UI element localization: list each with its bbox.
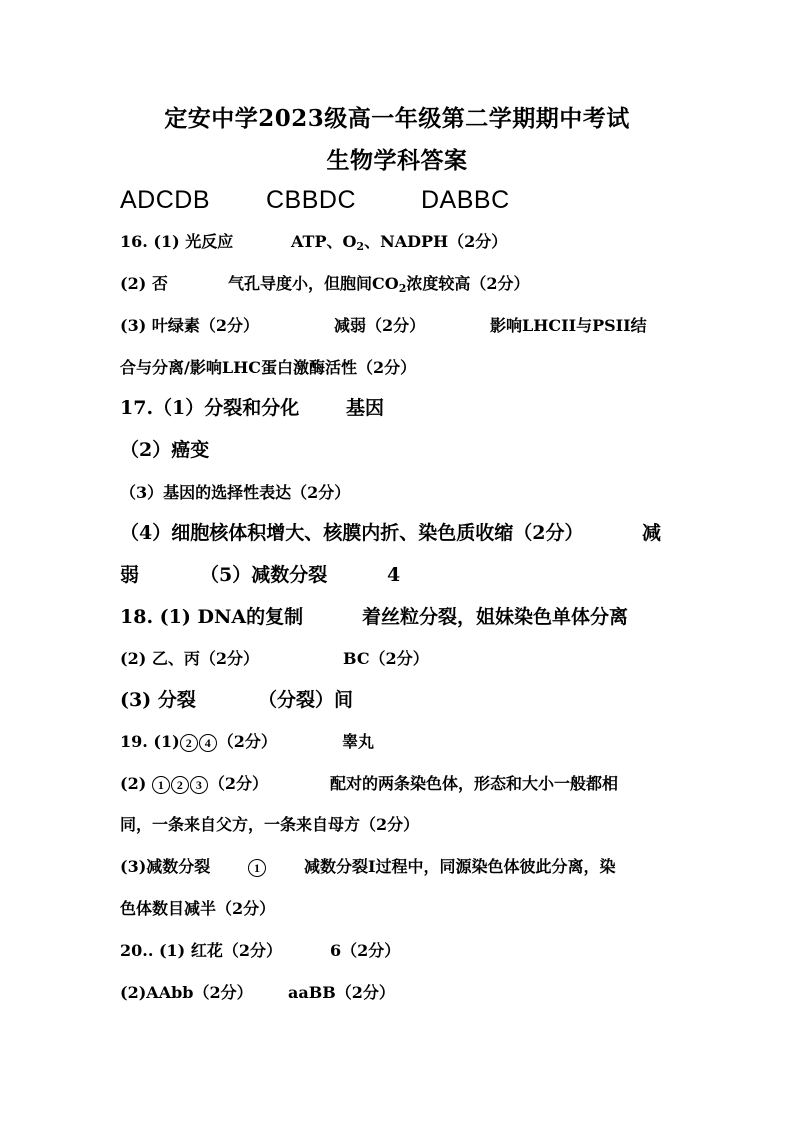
q20-part2-answer: (2)AAbb（2分） xyxy=(120,983,253,1002)
q17-part4-tail: 减 xyxy=(642,522,662,544)
q19-part1-organ: 睾丸 xyxy=(342,732,375,751)
q18-part1-event: 着丝粒分裂，姐妹染色单体分离 xyxy=(362,606,629,628)
mc-answers-11-15: DABBC xyxy=(421,186,510,214)
q17-part5-number: 4 xyxy=(387,564,401,586)
q16-line4: 合与分离/影响LHC蛋白激酶活性（2分） xyxy=(120,358,417,377)
q20-part1-count: 6（2分） xyxy=(330,941,401,960)
circled-number: 1 xyxy=(248,859,266,877)
circled-number: 2 xyxy=(171,776,189,794)
q16-part3-mechanism: 影响LHCII与PSII结 xyxy=(490,316,647,335)
q18-part3-answer: (3) 分裂 xyxy=(120,689,196,711)
q20-part1-answer: 20.. (1) 红花（2分） xyxy=(120,941,282,960)
q19-part2-definition: 配对的两条染色体，形态和大小一般都相 xyxy=(330,774,619,793)
q19-part1-answer xyxy=(120,731,277,753)
q16-part2-answer: (2) 否 xyxy=(120,274,168,293)
q19-part3-answer: (3)减数分裂 xyxy=(120,857,211,876)
mc-answers-1-5: ADCDB xyxy=(120,186,211,214)
q16-part2-reason xyxy=(228,273,529,300)
q20-part2-genotype: aaBB（2分） xyxy=(288,983,395,1002)
q18-part3-phase: （分裂）间 xyxy=(258,689,354,711)
exam-title: 定安中学2023级高一年级第二学期期中考试 xyxy=(164,105,630,132)
q19-part2-answer xyxy=(120,773,268,795)
q19-part1-score: （2分） xyxy=(217,732,277,751)
q19-line5: 色体数目减半（2分） xyxy=(120,899,276,918)
q17-part5-answer: （5）减数分裂 xyxy=(200,564,328,586)
q16-products-text: ATP、O xyxy=(291,232,357,251)
q17-line3: （3）基因的选择性表达（2分） xyxy=(120,483,351,502)
q16-reason-text: 气孔导度小，但胞间CO xyxy=(228,274,399,293)
q16-products-tail: 、NADPH（2分） xyxy=(364,232,508,251)
q17-part1-gene: 基因 xyxy=(346,397,385,419)
q19-part2-score: （2分） xyxy=(208,774,268,793)
q17-part1-answer: 17.（1）分裂和分化 xyxy=(120,397,300,419)
q19-part3-cell xyxy=(248,856,267,878)
circled-number: 1 xyxy=(152,776,170,794)
q18-part2-segment: BC（2分） xyxy=(343,649,429,668)
q19-part2-label: (2) xyxy=(120,774,147,793)
q16-part3-effect: 减弱（2分） xyxy=(334,316,426,335)
subscript: 2 xyxy=(356,240,365,253)
q18-part2-answer: (2) 乙、丙（2分） xyxy=(120,649,259,668)
mc-answers-6-10: CBBDC xyxy=(266,186,357,214)
circled-number: 2 xyxy=(180,734,198,752)
q19-line3: 同，一条来自父方，一条来自母方（2分） xyxy=(120,815,420,834)
q18-part1-answer: 18. (1) DNA的复制 xyxy=(120,606,304,628)
q16-part3-answer: (3) 叶绿素（2分） xyxy=(120,316,259,335)
q16-part1-products xyxy=(291,231,507,258)
q16-reason-tail: 浓度较高（2分） xyxy=(406,274,530,293)
q19-part3-reason: 减数分裂I过程中，同源染色体彼此分离，染 xyxy=(304,857,616,876)
circled-number: 3 xyxy=(190,776,208,794)
circled-number: 4 xyxy=(199,734,217,752)
q17-line2: （2）癌变 xyxy=(120,439,210,461)
q19-part1-label: 19. (1) xyxy=(120,732,180,751)
exam-subtitle: 生物学科答案 xyxy=(326,147,468,174)
subscript: 2 xyxy=(398,282,407,295)
q17-part4-answer: （4）细胞核体积增大、核膜内折、染色质收缩（2分） xyxy=(120,522,584,544)
q16-part1-answer: 16. (1) 光反应 xyxy=(120,232,234,251)
q17-part4-tail2: 弱 xyxy=(120,564,140,586)
